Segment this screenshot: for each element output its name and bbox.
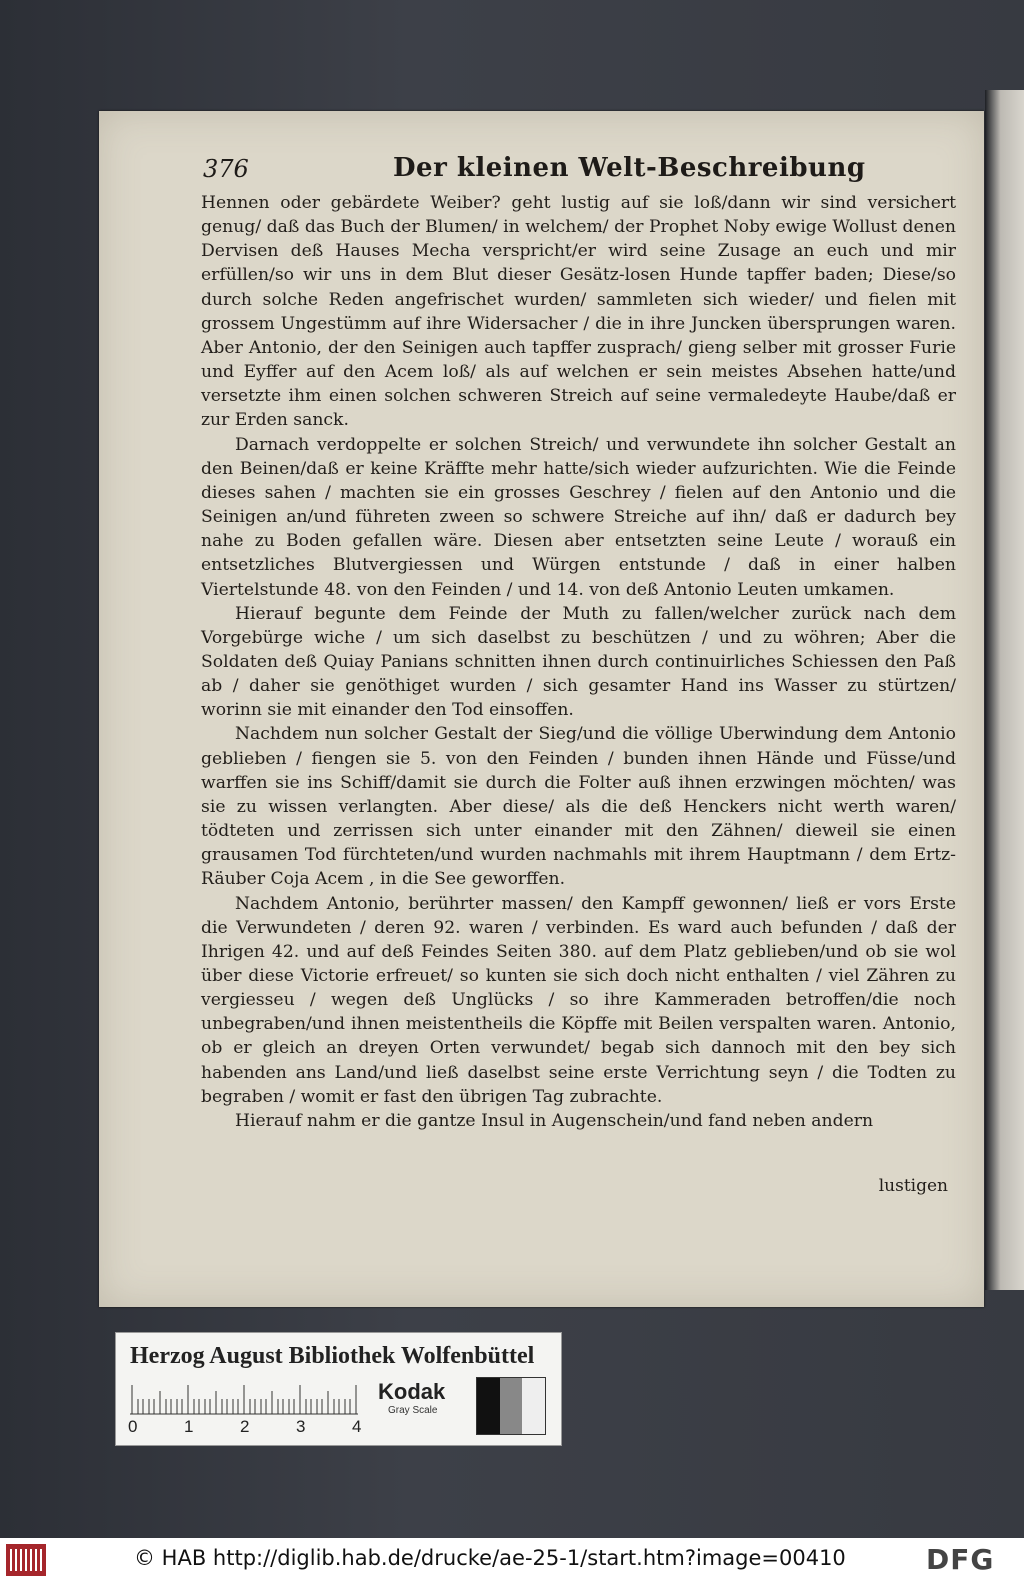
page-number: 376 <box>203 155 249 183</box>
color-scale-card <box>115 1332 562 1446</box>
footer-bar <box>0 1538 1024 1582</box>
ruler-number: 4 <box>352 1417 362 1436</box>
gray-patches <box>476 1377 546 1435</box>
paragraph: Nachdem Antonio, berührter massen/ den Kampff gewonnen/ ließ er vors Erste die Verwundeten / deren 92. waren / verbinden. Es ward auch befunden / daß der Ihrigen 42. und auf deß Feindes Seiten 380. auf dem Platz geblieben/und ob sie wol über diese Victorie erfreuet/ so kunten sie sich doch nicht enthalten / viel Zähren zu vergiesseu / wegen deß Unglücks / so ihre Kammeraden betroffen/die noch unbegraben/und ihnen meistentheils die Köpffe mit Beilen verspalten waren. Antonio, ob er gleich an dreyen Orten verwundet/ begab sich dannoch mit den bey sich habenden ans Land/und ließ daselbst seine erste Verrichtung seyn / die Todten zu begraben / womit er fast den übrigen Tag zubrachte. <box>201 893 956 1107</box>
ruler-number: 2 <box>240 1417 250 1436</box>
library-name: Herzog August Bibliothek Wolfenbüttel <box>130 1343 535 1369</box>
dfg-logo: DFG <box>926 1543 995 1576</box>
ruler-numbers <box>126 1417 366 1439</box>
paragraph: Hierauf nahm er die gantze Insul in Augenschein/und fand neben andern <box>235 1110 874 1131</box>
book-page <box>99 111 984 1307</box>
text-block <box>201 191 956 1133</box>
copyright-link[interactable]: © HAB http://diglib.hab.de/drucke/ae-25-1/start.htm?image=00410 <box>134 1546 846 1570</box>
paragraph: Darnach verdoppelte er solchen Streich/ und verwundete ihn solcher Gestalt an den Beinen/daß er keine Kräffte mehr hatte/sich wieder aufzurichten. Wie die Feinde dieses sahen / machten sie ein grosses Geschrey / fielen auf den Antonio und die Seinigen an/und führeten zween so schwere Streiche auf ihn/ daß er dadurch bey nahe zu Boden gefallen wäre. Diesen aber entsetzten seine Leute / worauß ein entsetzliches Blutvergiessen und Würgen entstunde / daß in einer halben Viertelstunde 48. von den Feinden / und 14. von deß Antonio Leuten umkamen. <box>201 434 956 600</box>
grayscale-label: Gray Scale <box>388 1405 438 1416</box>
ruler-number: 1 <box>184 1417 194 1436</box>
paragraph: Hennen oder gebärdete Weiber? geht lustig auf sie loß/dann wir sind versichert genug/ daß das Buch der Blumen/ in welchem/ der Prophet Noby ewige Wollust denen Dervisen deß Hauses Mecha verspricht/er wird seine Zusage an euch und mir erfüllen/so wir uns in dem Blut dieser Gesätz-losen Hunde tapffer baden; Diese/so durch solche Reden angefrischet wurden/ sammleten sich wieder/ und fielen mit grossem Ungestümm auf ihre Widersacher / die in ihre Juncken übersprungen waren. Aber Antonio, der den Seinigen auch tapffer zusprach/ gieng selber mit grosser Furie und Eyffer auf den Acem loß/ als auf welchen er sein meistes Absehen hatte/und versetzte ihm einen solchen schweren Streich auf seine vermaledeyte Haube/daß er zur Erden sanck. <box>201 193 956 431</box>
ruler-icon <box>130 1385 360 1415</box>
paragraph: Nachdem nun solcher Gestalt der Sieg/und die völlige Uberwindung dem Antonio geblieben / fiengen sie 5. von den Feinden / bunden ihnen Hände und Füsse/und warffen sie ins Schiff/damit sie durch die Folter auß ihnen erzwingen möchten/ was sie zu wissen verlangten. Aber diese/ als die deß Henckers nicht werth waren/ tödteten und zerrissen sich unter einander mit den Zähnen/ dieweil sie einen grausamen Tod fürchteten/und wurden nachmahls mit ihrem Hauptmann / dem Ertz-Räuber Coja Acem , in die See geworffen. <box>201 724 956 890</box>
ruler-number: 3 <box>296 1417 306 1436</box>
catchword: lustigen <box>878 1176 948 1196</box>
running-title: Der kleinen Welt-Beschreibung <box>393 153 866 183</box>
adjacent-page-edge <box>985 90 1024 1290</box>
hab-logo-icon <box>6 1544 46 1576</box>
paragraph: Hierauf begunte dem Feinde der Muth zu fallen/welcher zurück nach dem Vorgebürge wiche / um sich daselbst zu beschützen / und zu wöhren; Aber die Soldaten deß Quiay Panians schnitten ihnen durch continuirliches Schiessen den Paß ab / daher sie genöthiget wurden / sich gesamter Hand ins Wasser zu stürtzen/ worinn sie mit einander den Tod einsoffen. <box>201 603 956 721</box>
ruler-number: 0 <box>128 1417 138 1436</box>
page-header <box>203 151 963 185</box>
kodak-logo: Kodak <box>378 1379 446 1404</box>
